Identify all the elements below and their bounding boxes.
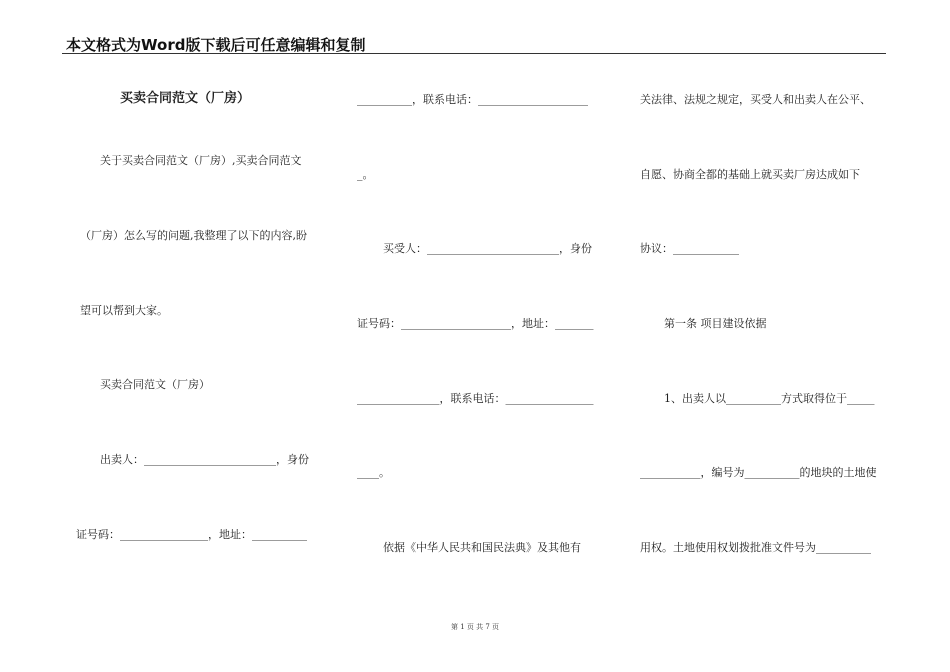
- text-line: 买卖合同范文（厂房）: [100, 378, 210, 391]
- text-line: 出卖人：________________________，身份: [100, 453, 309, 466]
- text-line: 依据《中华人民共和国民法典》及其他有: [383, 541, 581, 554]
- text-line: 关于买卖合同范文（厂房）,买卖合同范文: [100, 154, 302, 167]
- text-line: 用权。土地使用权划拨批准文件号为__________: [640, 541, 871, 554]
- text-line: 1、出卖人以__________方式取得位于_____: [664, 392, 875, 405]
- text-line: _______________，联系电话：________________: [357, 392, 594, 405]
- text-line: 证号码：________________，地址：__________: [76, 528, 307, 541]
- text-line: _。: [357, 168, 374, 181]
- text-line: 第一条 项目建设依据: [664, 317, 767, 330]
- text-line: 协议：____________: [640, 242, 739, 255]
- text-line: ____。: [357, 466, 390, 479]
- page-number-footer: 第 1 页 共 7 页: [450, 623, 500, 631]
- text-line: __________，联系电话：____________________: [357, 93, 588, 106]
- text-line: 证号码：____________________，地址：_______: [357, 317, 594, 330]
- text-line: ___________，编号为__________的地块的土地使: [640, 466, 877, 479]
- text-line: 关法律、法规之规定，买受人和出卖人在公平、: [640, 93, 871, 106]
- text-line: 望可以帮到大家。: [80, 304, 168, 317]
- text-line: （厂房）怎么写的问题,我整理了以下的内容,盼: [80, 229, 307, 242]
- text-line: 买受人：________________________，身份: [383, 242, 592, 255]
- page-header-title: 本文格式为Word版下载后可任意编辑和复制: [66, 36, 366, 54]
- header-divider: [62, 53, 886, 54]
- text-line: 自愿、协商全都的基础上就买卖厂房达成如下: [640, 168, 860, 181]
- document-heading: 买卖合同范文（厂房）: [120, 91, 251, 106]
